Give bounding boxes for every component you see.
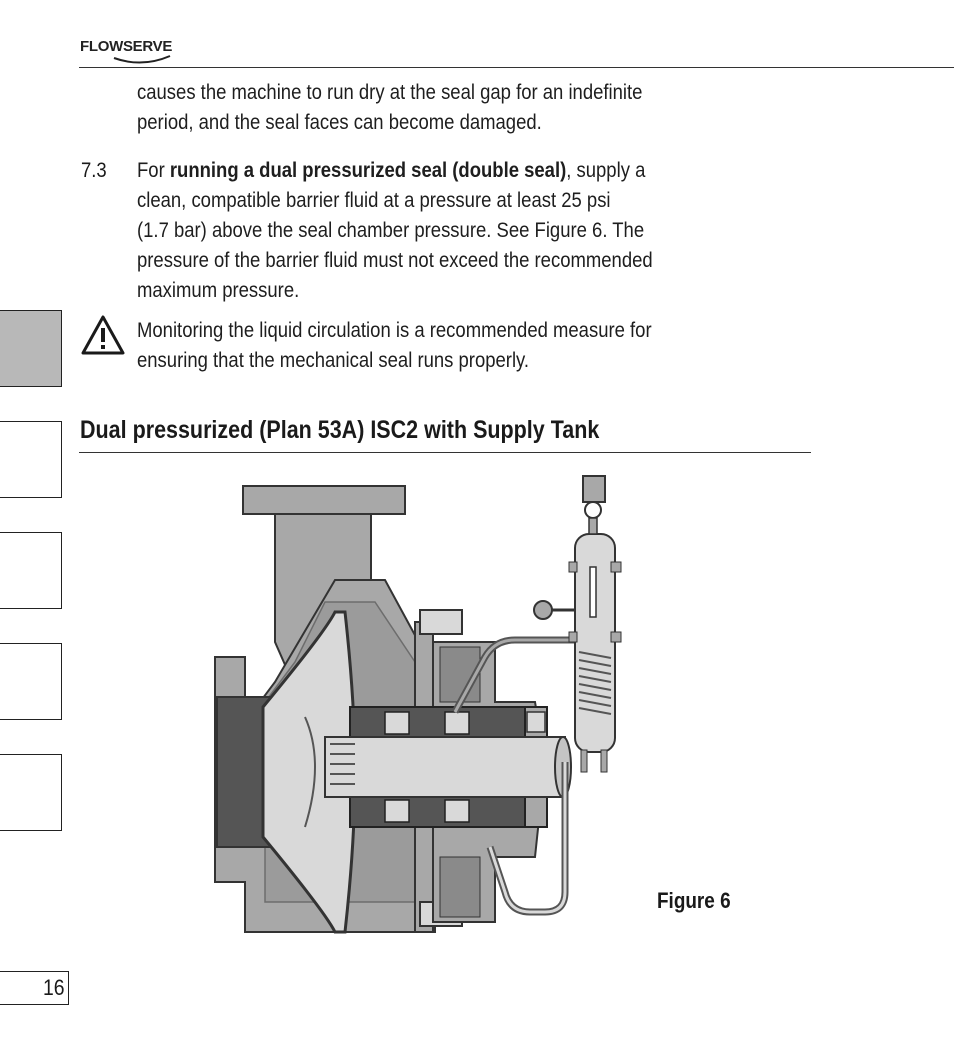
paragraph-line: causes the machine to run dry at the seal gap for an indefinite [137, 81, 643, 104]
flowserve-logo: FLOWSERVE [80, 38, 173, 55]
item-line-3: (1.7 bar) above the seal chamber pressure. See Figure 6. The [137, 219, 645, 242]
side-tab-active[interactable] [0, 310, 62, 387]
header-rule [79, 67, 954, 68]
paragraph-line: period, and the seal faces can become damaged. [137, 111, 542, 134]
item-line-1: For running a dual pressurized seal (double seal), supply a [137, 159, 646, 182]
pump-seal-diagram [205, 462, 645, 974]
section-rule [79, 452, 811, 453]
side-tab[interactable] [0, 532, 62, 609]
side-tab[interactable] [0, 754, 62, 831]
item-number: 7.3 [81, 159, 107, 182]
side-tab[interactable] [0, 421, 62, 498]
item-line-2: clean, compatible barrier fluid at a pressure at least 25 psi [137, 189, 611, 212]
figure-caption: Figure 6 [657, 888, 731, 913]
item-bold-phrase: running a dual pressurized seal (double seal) [169, 159, 567, 182]
warning-triangle-icon [80, 314, 126, 356]
side-tab[interactable] [0, 643, 62, 720]
warning-line-1: Monitoring the liquid circulation is a recommended measure for [137, 319, 652, 342]
item-line-4: pressure of the barrier fluid must not exceed the recommended [137, 249, 653, 272]
item-line-5: maximum pressure. [137, 279, 300, 302]
page-number-box [0, 971, 69, 1005]
logo-swoosh-icon [112, 54, 172, 66]
warning-line-2: ensuring that the mechanical seal runs properly. [137, 349, 530, 372]
shaft [325, 737, 571, 797]
page-number: 16 [42, 975, 64, 1000]
section-title: Dual pressurized (Plan 53A) ISC2 with Supply Tank [80, 416, 600, 444]
